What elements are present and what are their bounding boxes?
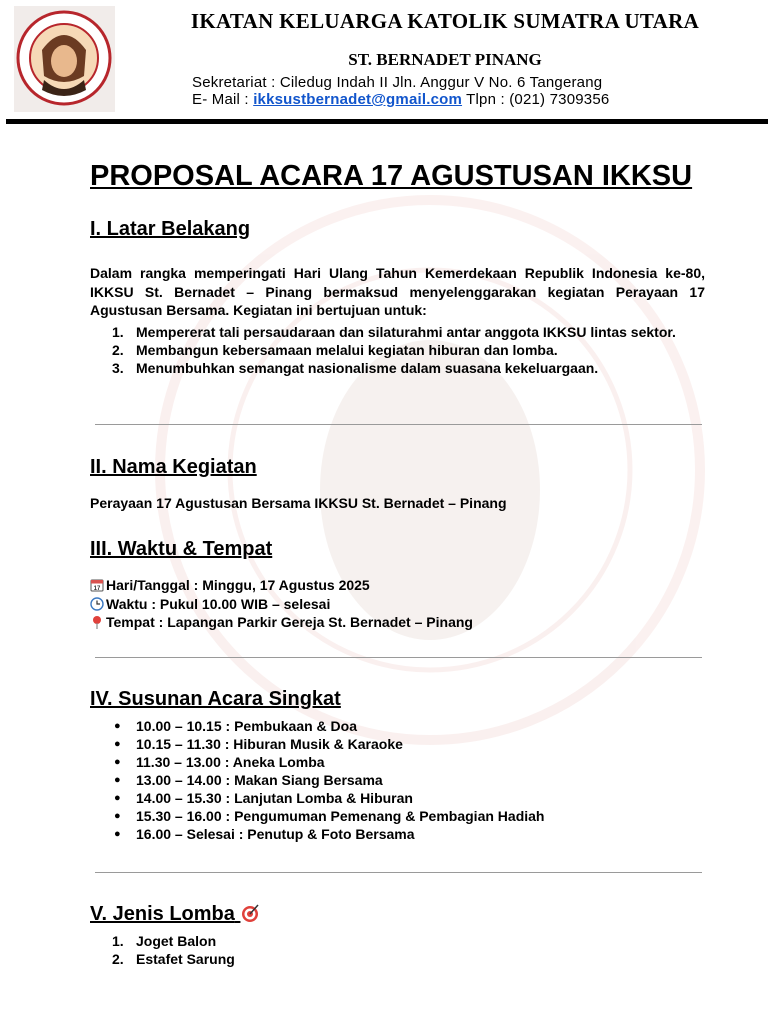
section-divider	[95, 657, 702, 658]
section1-paragraph: Dalam rangka memperingati Hari Ulang Tahun Kemerdekaan Republik Indonesia ke-80, IKKSU St. Bernadet – Pinang bermaksud menyelenggarakan kegiatan Perayaan 17 Agustusan Bersama. Kegiatan ini bertujuan untuk:	[90, 265, 705, 318]
email-label: E- Mail :	[192, 91, 254, 108]
agenda-list	[90, 717, 705, 843]
section1-heading: I. Latar Belakang	[90, 218, 251, 240]
target-icon	[240, 903, 260, 923]
header-divider	[6, 119, 768, 124]
secretariat-address: Sekretariat : Ciledug Indah II Jln. Anggur V No. 6 Tangerang	[192, 74, 603, 91]
section5-heading: V. Jenis Lomba	[90, 903, 235, 925]
event-name: Perayaan 17 Agustusan Bersama IKKSU St. Bernadet – Pinang	[90, 495, 507, 511]
section3-heading: III. Waktu & Tempat	[90, 538, 273, 560]
list-item: ● 14.00 – 15.30 : Lanjutan Lomba & Hiburan	[114, 790, 413, 806]
list-item: ● 16.00 – Selesai : Penutup & Foto Bersama	[114, 826, 415, 842]
goals-list	[90, 323, 705, 377]
date-line: 17 Hari/Tanggal : Minggu, 17 Agustus 2025	[90, 576, 705, 595]
list-item: 2. Estafet Sarung	[112, 951, 235, 967]
section-divider	[95, 424, 702, 425]
list-item: 1. Joget Balon	[112, 933, 217, 949]
list-item: 2. Membangun kebersamaan melalui kegiatan hiburan dan lomba.	[112, 342, 558, 358]
parish-name: ST. BERNADET PINANG	[348, 50, 542, 69]
list-item: 3. Menumbuhkan semangat nasionalisme dalam suasana kekeluargaan.	[112, 360, 599, 376]
schedule-info	[90, 576, 705, 632]
list-item: ● 11.30 – 13.00 : Aneka Lomba	[114, 754, 325, 770]
section5-heading-row	[90, 903, 705, 926]
section4-heading: IV. Susunan Acara Singkat	[90, 688, 341, 710]
pin-icon	[90, 615, 104, 629]
org-name: IKATAN KELUARGA KATOLIK SUMATRA UTARA	[190, 9, 700, 33]
list-item: 1. Mempererat tali persaudaraan dan silaturahmi antar anggota IKKSU lintas sektor.	[112, 324, 676, 340]
phone-number: Tlpn : (021) 7309356	[462, 91, 610, 108]
list-item: ● 15.30 – 16.00 : Pengumuman Pemenang & Pembagian Hadiah	[114, 808, 545, 824]
place-line: Tempat : Lapangan Parkir Gereja St. Bernadet – Pinang	[90, 613, 705, 632]
time-line: Waktu : Pukul 10.00 WIB – selesai	[90, 595, 705, 614]
calendar-icon	[90, 578, 104, 592]
section2-heading: II. Nama Kegiatan	[90, 456, 257, 478]
svg-text:17: 17	[93, 586, 101, 592]
email-link[interactable]: ikksustbernadet@gmail.com	[253, 91, 463, 108]
clock-icon	[90, 597, 104, 611]
section-divider	[95, 872, 702, 873]
parish-logo	[14, 6, 115, 112]
contact-line	[192, 91, 609, 108]
list-item: ● 13.00 – 14.00 : Makan Siang Bersama	[114, 772, 383, 788]
competitions-list	[90, 932, 705, 968]
page-title: PROPOSAL ACARA 17 AGUSTUSAN IKKSU	[90, 160, 693, 192]
list-item: ● 10.00 – 10.15 : Pembukaan & Doa	[114, 718, 357, 734]
list-item: ● 10.15 – 11.30 : Hiburan Musik & Karaoke	[114, 736, 403, 752]
